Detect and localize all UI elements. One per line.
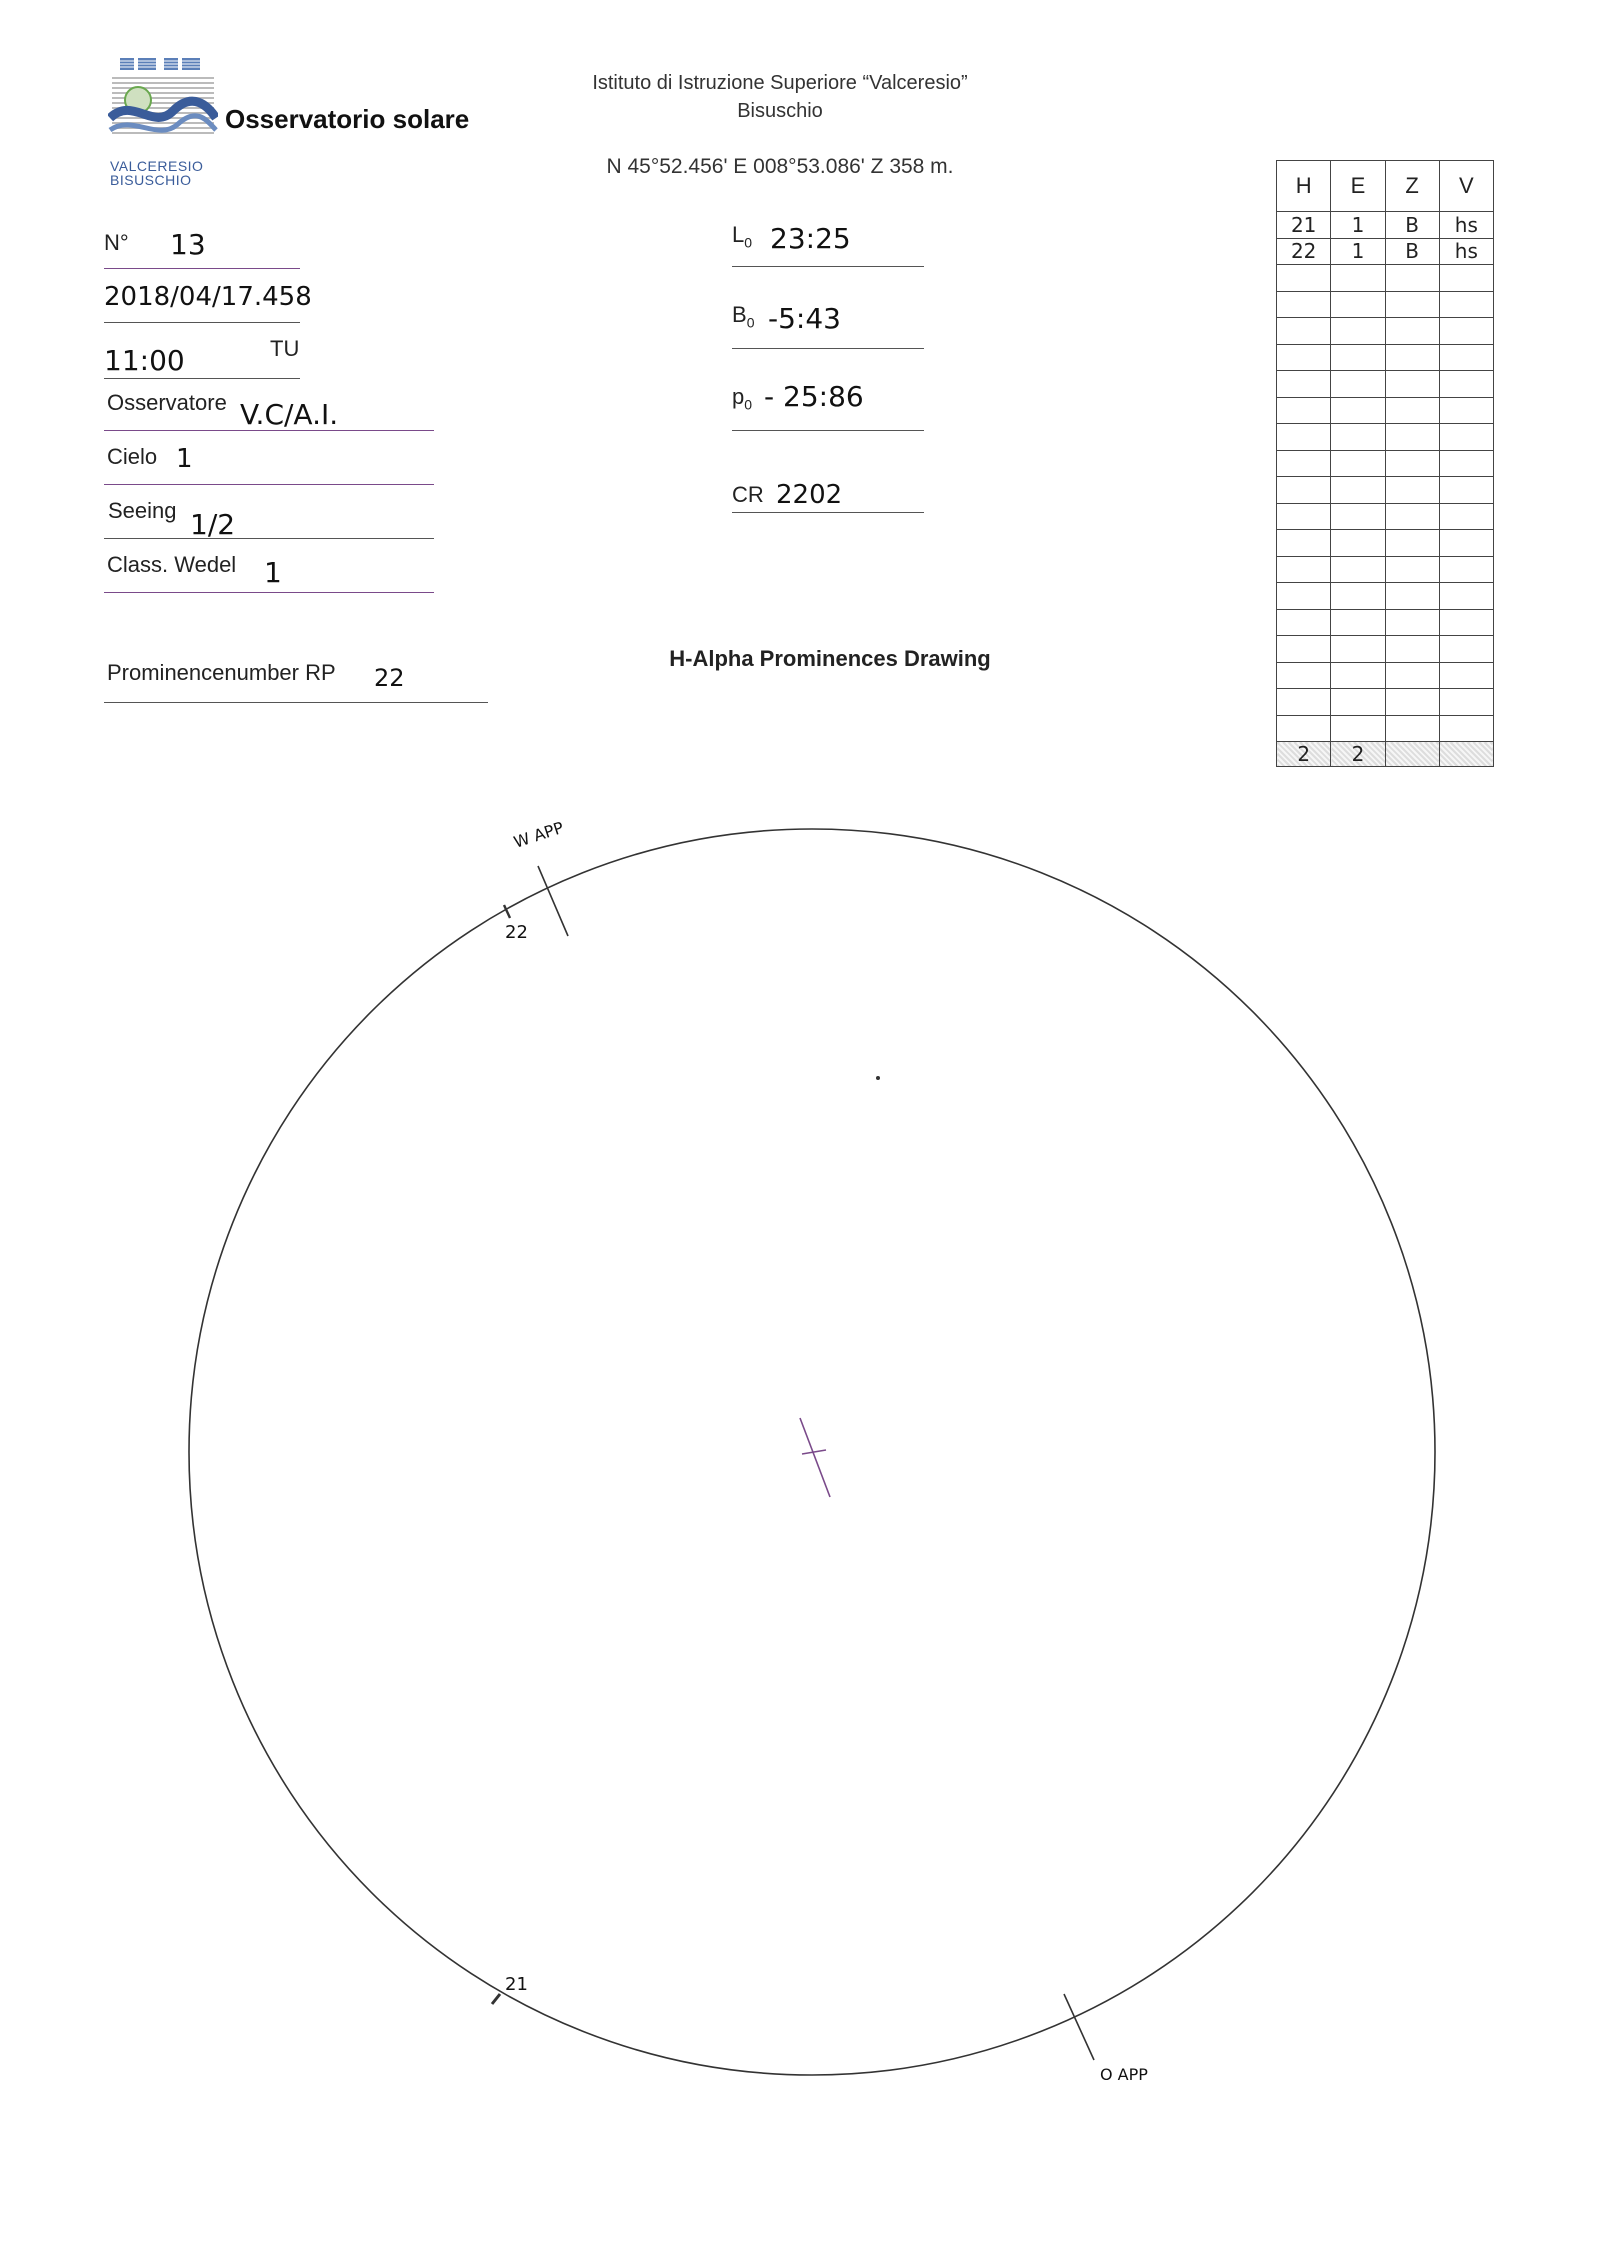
table-total-e: 2 (1331, 742, 1385, 767)
w-app-tick (538, 866, 568, 936)
prominence-22-label: 22 (505, 922, 528, 943)
number-value: 13 (170, 228, 206, 261)
carrington-label: CR (732, 482, 764, 507)
carrington-value: 2202 (776, 480, 843, 510)
seeing-label: Seeing (108, 498, 177, 523)
l0-value: 23:25 (770, 222, 851, 255)
institute-town: Bisuschio (737, 100, 823, 122)
time-value: 11:00 (104, 344, 185, 377)
table-header-h: H (1277, 161, 1331, 212)
prominence-number-label: Prominencenumber RP (107, 660, 336, 685)
b0-label: $B_0$ (732, 302, 755, 331)
prominence-21-tick (492, 1994, 500, 2004)
observer-value: V.C/A.I. (240, 398, 339, 431)
table-cell: hs (1439, 238, 1493, 265)
table-cell: 1 (1331, 238, 1385, 265)
table-header-z: Z (1385, 161, 1439, 212)
logo-subtitle-line1: VALCERESIO (110, 158, 204, 174)
prominence-number-value: 22 (374, 664, 405, 692)
wedel-label: Class. Wedel (107, 552, 237, 577)
table-cell: 22 (1277, 238, 1331, 265)
l0-label: $L_0$ (732, 222, 753, 251)
disk-center-cross (800, 1418, 830, 1497)
table-header-v: V (1439, 161, 1493, 212)
p0-value: - 25:86 (764, 380, 864, 413)
table-cell: 21 (1277, 212, 1331, 239)
number-label: N° (104, 230, 129, 255)
sky-value: 1 (176, 444, 193, 474)
observatory-coordinates: N 45°52.456' E 008°53.086' Z 358 m. (606, 155, 954, 178)
date-value: 2018/04/17.458 (104, 282, 312, 312)
o-app-tick (1064, 1994, 1094, 2060)
table-cell: hs (1439, 212, 1493, 239)
table-cell: B (1385, 212, 1439, 239)
institute-name: Istituto di Istruzione Superiore “Valceresio” (592, 72, 968, 94)
p0-label: $p_0$ (732, 384, 753, 413)
logo-subtitle-line2: BISUSCHIO (110, 172, 192, 188)
o-app-label: O APP (1100, 2065, 1148, 2084)
observer-label: Osservatore (107, 390, 227, 415)
table-total-h: 2 (1277, 742, 1331, 767)
w-app-label: W APP (511, 817, 566, 852)
prominence-21-label: 21 (505, 1974, 528, 1995)
drawing-title: H-Alpha Prominences Drawing (669, 646, 991, 671)
table-cell: B (1385, 238, 1439, 265)
time-unit-label: TU (270, 336, 300, 361)
table-header-e: E (1331, 161, 1385, 212)
sky-label: Cielo (107, 444, 158, 469)
disk-dot (876, 1076, 880, 1080)
observatory-title: Osservatorio solare (225, 104, 470, 134)
table-cell: 1 (1331, 212, 1385, 239)
seeing-value: 1/2 (190, 508, 236, 541)
b0-value: -5:43 (768, 302, 841, 335)
wedel-value: 1 (264, 556, 282, 589)
